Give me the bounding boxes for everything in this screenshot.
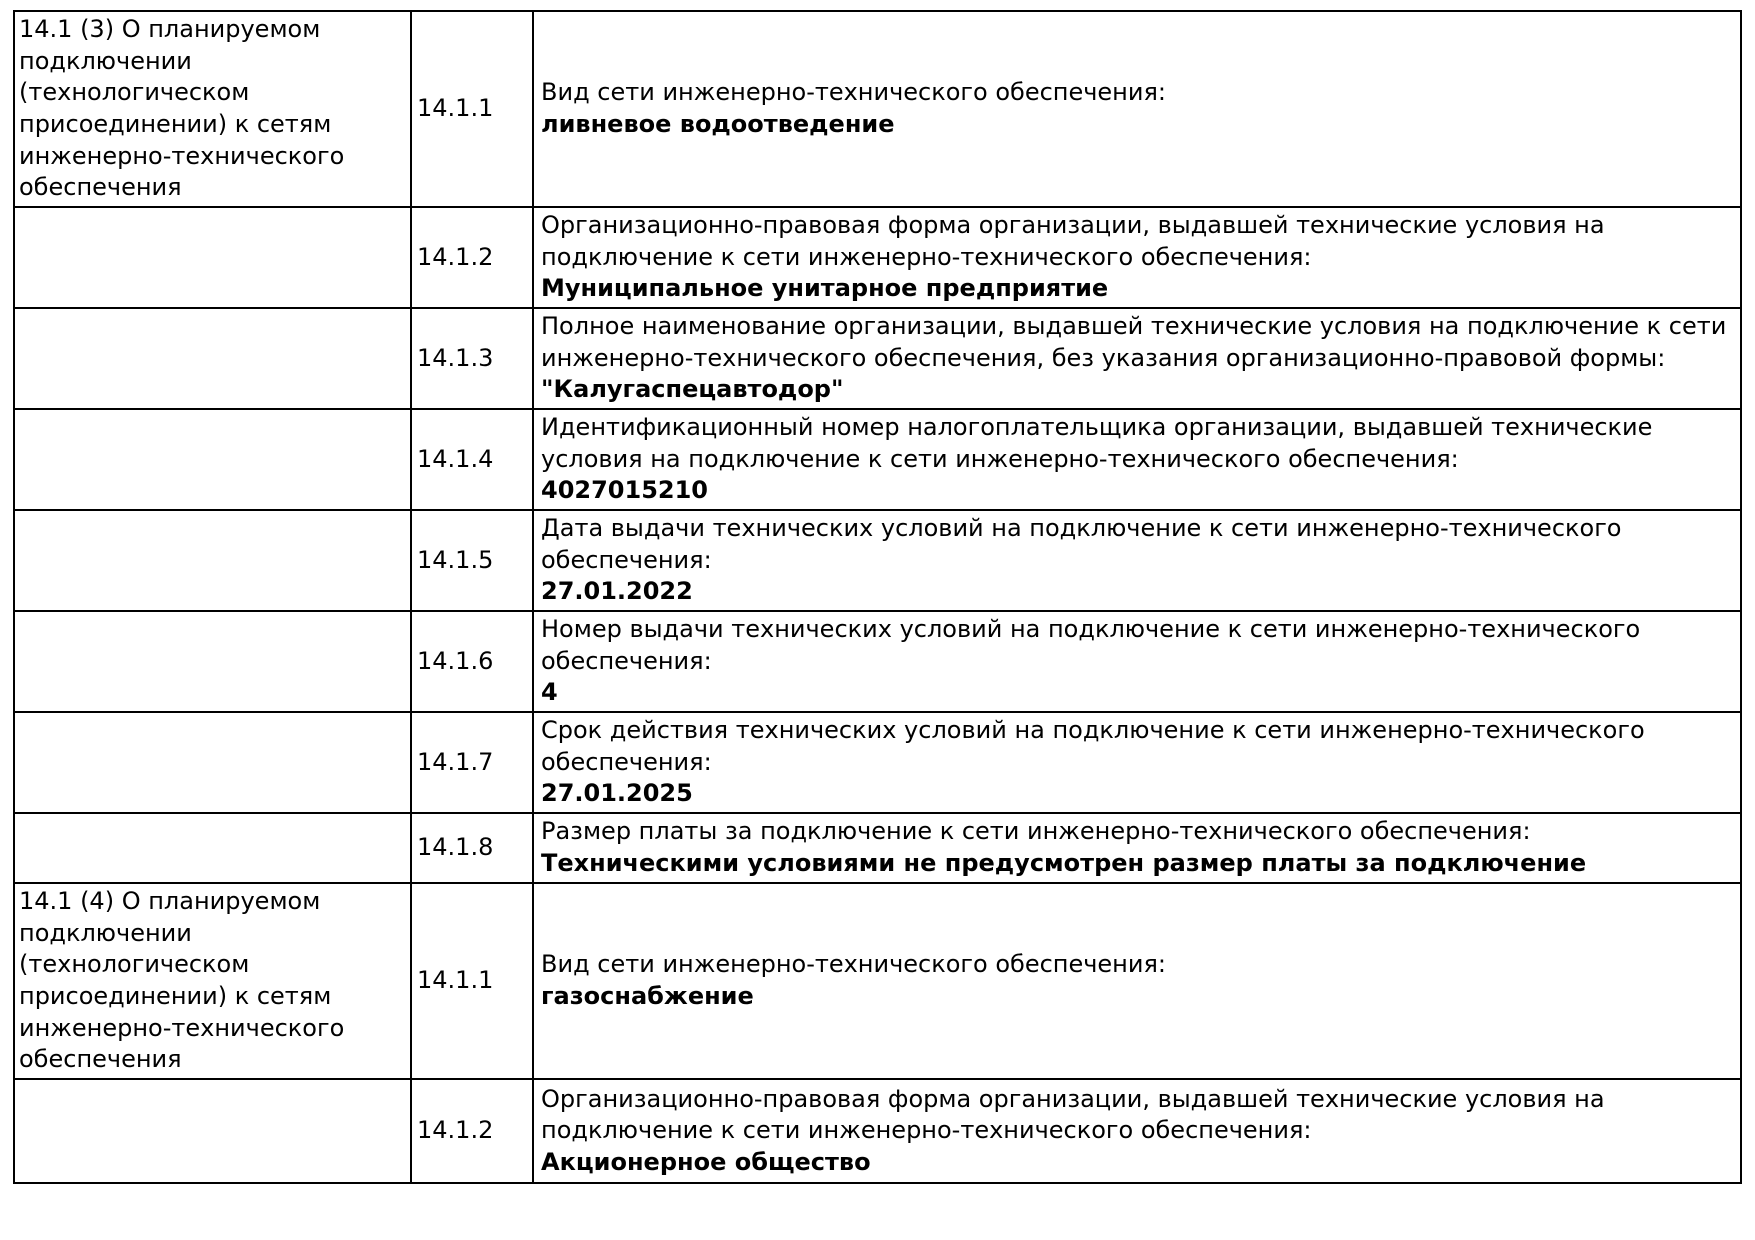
field-label: Вид сети инженерно-технического обеспечения:	[541, 950, 1166, 979]
field-value: Акционерное общество	[541, 1147, 871, 1176]
field-value: Муниципальное унитарное предприятие	[541, 274, 1109, 303]
content-cell	[533, 712, 1741, 813]
section-cell	[14, 409, 411, 510]
field-label: Размер платы за подключение к сети инженерно-технического обеспечения:	[541, 817, 1531, 846]
section-cell	[14, 712, 411, 813]
field-label: Дата выдачи технических условий на подключение к сети инженерно-технического обеспечения:	[541, 514, 1622, 574]
table-row	[14, 11, 1741, 207]
table-row	[14, 611, 1741, 712]
section-cell	[14, 308, 411, 409]
code-cell: 14.1.7	[411, 712, 533, 813]
content-cell	[533, 11, 1741, 207]
code-cell: 14.1.1	[411, 883, 533, 1079]
section-cell	[14, 611, 411, 712]
field-value: 4027015210	[541, 476, 708, 505]
field-label: Полное наименование организации, выдавшей технические условия на подключение к сети инженерно-технического обеспечения, без указания организационно-правовой формы:	[541, 312, 1727, 372]
section-cell: 14.1 (4) О планируемом подключении (технологическом присоединении) к сетям инженерно-технического обеспечения	[14, 883, 411, 1079]
field-label: Вид сети инженерно-технического обеспечения:	[541, 78, 1166, 107]
field-value: Техническими условиями не предусмотрен размер платы за подключение	[541, 849, 1587, 878]
field-label: Организационно-правовая форма организации, выдавшей технические условия на подключение к сети инженерно-технического обеспечения:	[541, 211, 1605, 271]
field-value: 27.01.2022	[541, 577, 693, 606]
code-cell: 14.1.1	[411, 11, 533, 207]
content-cell	[533, 813, 1741, 883]
content-cell	[533, 611, 1741, 712]
table-row	[14, 409, 1741, 510]
content-cell	[533, 308, 1741, 409]
code-cell: 14.1.2	[411, 1079, 533, 1183]
table-row	[14, 813, 1741, 883]
section-cell	[14, 813, 411, 883]
project-declaration-table	[13, 10, 1742, 1184]
code-cell: 14.1.5	[411, 510, 533, 611]
table-row	[14, 308, 1741, 409]
content-cell	[533, 409, 1741, 510]
content-cell	[533, 207, 1741, 308]
table-row	[14, 712, 1741, 813]
field-label: Срок действия технических условий на подключение к сети инженерно-технического обеспечения:	[541, 716, 1645, 776]
field-value: 4	[541, 678, 558, 707]
code-cell: 14.1.3	[411, 308, 533, 409]
section-cell: 14.1 (3) О планируемом подключении (технологическом присоединении) к сетям инженерно-технического обеспечения	[14, 11, 411, 207]
field-value: 27.01.2025	[541, 779, 693, 808]
table-row	[14, 510, 1741, 611]
section-cell	[14, 510, 411, 611]
code-cell: 14.1.4	[411, 409, 533, 510]
table-row	[14, 1079, 1741, 1183]
table-row	[14, 207, 1741, 308]
section-cell	[14, 207, 411, 308]
field-value: "Калугаспецавтодор"	[541, 375, 844, 404]
content-cell	[533, 883, 1741, 1079]
table-row	[14, 883, 1741, 1079]
section-cell	[14, 1079, 411, 1183]
code-cell: 14.1.6	[411, 611, 533, 712]
field-label: Идентификационный номер налогоплательщика организации, выдавшей технические условия на подключение к сети инженерно-технического обеспечения:	[541, 413, 1653, 473]
field-label: Номер выдачи технических условий на подключение к сети инженерно-технического обеспечения:	[541, 615, 1641, 675]
code-cell: 14.1.2	[411, 207, 533, 308]
content-cell	[533, 510, 1741, 611]
field-value: газоснабжение	[541, 982, 754, 1011]
content-cell	[533, 1079, 1741, 1183]
field-value: ливневое водоотведение	[541, 110, 895, 139]
field-label: Организационно-правовая форма организации, выдавшей технические условия на подключение к сети инженерно-технического обеспечения:	[541, 1084, 1605, 1145]
code-cell: 14.1.8	[411, 813, 533, 883]
